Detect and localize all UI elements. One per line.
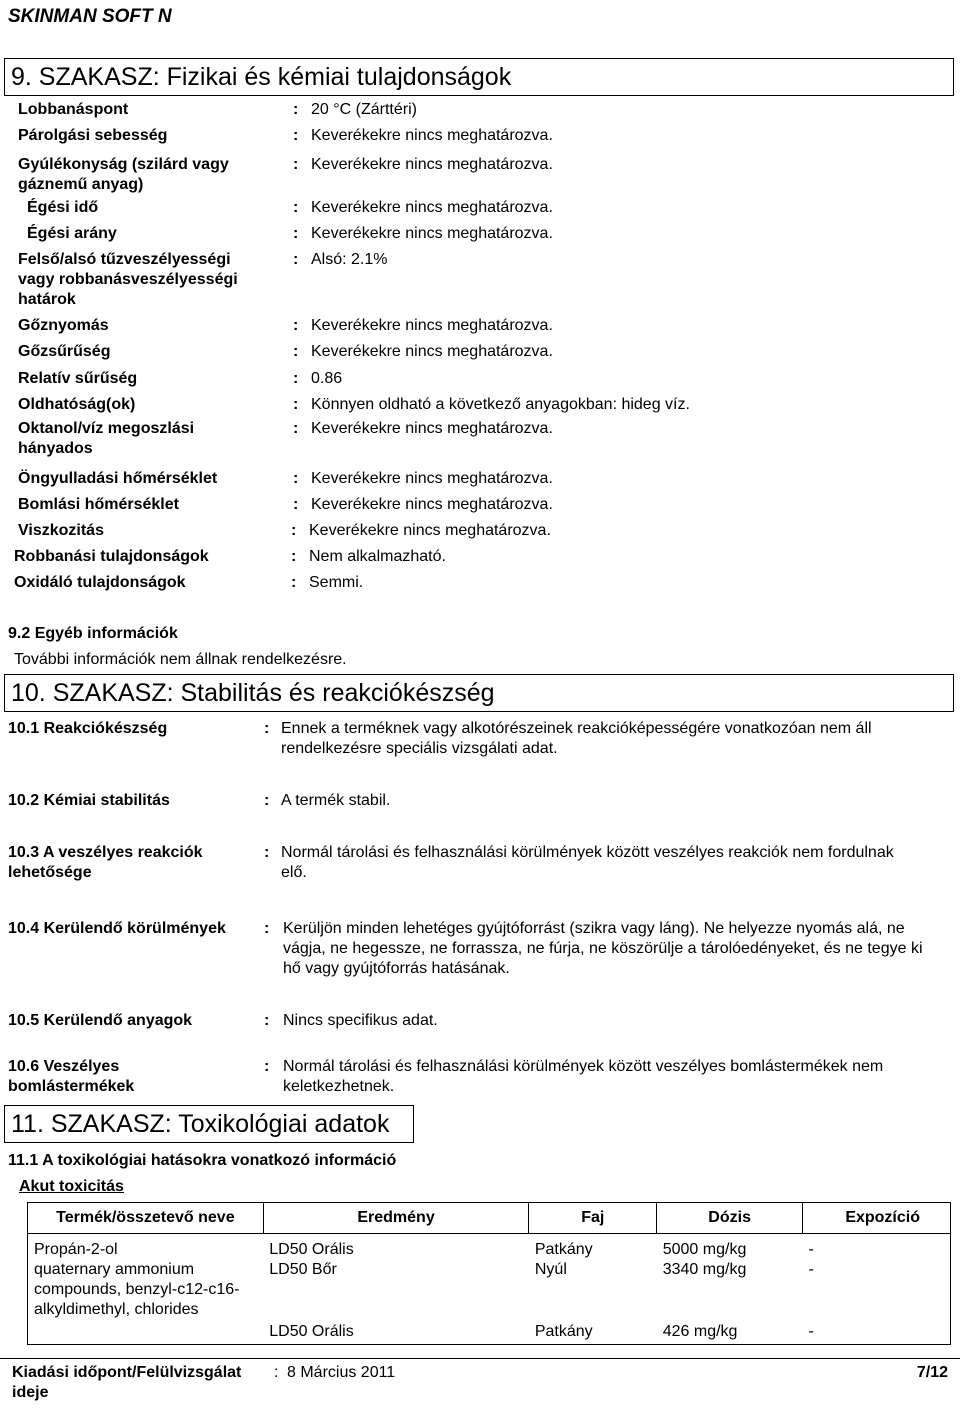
footer-label: Kiadási időpont/Felülvizsgálat ideje bbox=[12, 1364, 242, 1401]
item-value: Ennek a terméknek vagy alkotórészeinek reakcióképességére vonatkozóan nem áll rendelkezésre speciális vizsgálati adat. bbox=[281, 720, 872, 757]
prop-label: Gőzsűrűség bbox=[18, 343, 111, 360]
prop-value: Semmi. bbox=[309, 574, 364, 591]
prop-label: Robbanási tulajdonságok bbox=[14, 548, 209, 565]
prop-label: Relatív sűrűség bbox=[18, 370, 138, 387]
prop-label: Gyúlékonyság (szilárd vagy gáznemű anyag) bbox=[18, 156, 229, 193]
company-name: SKINMAN SOFT N bbox=[8, 6, 172, 27]
prop-value: Keverékekre nincs meghatározva. bbox=[311, 225, 553, 242]
prop-label: Lobbanáspont bbox=[18, 101, 129, 118]
prop-value: Keverékekre nincs meghatározva. bbox=[311, 470, 553, 487]
table-row bbox=[28, 1320, 951, 1345]
section11-subtitle: 11.1 A toxikológiai hatásokra vonatkozó információ bbox=[8, 1152, 397, 1169]
prop-colon: : bbox=[293, 225, 299, 242]
table-header-row bbox=[28, 1203, 951, 1234]
prop-label: Párolgási sebesség bbox=[18, 127, 168, 144]
prop-value: Keverékekre nincs meghatározva. bbox=[311, 127, 553, 144]
item-value: A termék stabil. bbox=[281, 792, 391, 809]
prop-value: Keverékekre nincs meghatározva. bbox=[311, 496, 553, 513]
prop-colon: : bbox=[293, 317, 299, 334]
cell-species: Nyúl bbox=[534, 1261, 567, 1278]
prop-label: Öngyulladási hőmérséklet bbox=[18, 470, 218, 487]
prop-colon: : bbox=[293, 370, 299, 387]
section9-header: 9. SZAKASZ: Fizikai és kémiai tulajdonságok bbox=[4, 58, 954, 96]
other-info-text: További információk nem állnak rendelkezésre. bbox=[14, 651, 347, 668]
prop-label: Oldhatóság(ok) bbox=[18, 396, 136, 413]
item-label: 10.6 Veszélyes bomlástermékek bbox=[8, 1058, 135, 1095]
prop-value: Nem alkalmazható. bbox=[309, 548, 446, 565]
prop-colon: : bbox=[293, 470, 299, 487]
col-header-dose: Dózis bbox=[657, 1203, 803, 1234]
section11-header: 11. SZAKASZ: Toxikológiai adatok bbox=[4, 1105, 414, 1143]
prop-colon: : bbox=[293, 101, 299, 118]
item-label: 10.4 Kerülendő körülmények bbox=[8, 920, 226, 937]
prop-label: Égési arány bbox=[27, 225, 117, 242]
prop-colon: : bbox=[293, 199, 299, 216]
footer-date: 8 Március 2011 bbox=[287, 1364, 396, 1381]
prop-value: Keverékekre nincs meghatározva. bbox=[311, 343, 553, 360]
prop-value: Alsó: 2.1% bbox=[311, 251, 388, 268]
prop-colon: : bbox=[291, 548, 297, 565]
item-colon: : bbox=[264, 792, 270, 809]
item-colon: : bbox=[264, 1058, 270, 1075]
cell-exposure: - bbox=[808, 1241, 814, 1258]
prop-colon: : bbox=[291, 522, 297, 539]
prop-value: 0.86 bbox=[311, 370, 343, 387]
cell-product bbox=[28, 1320, 264, 1345]
prop-value: Keverékekre nincs meghatározva. bbox=[311, 420, 553, 437]
prop-value: Keverékekre nincs meghatározva. bbox=[311, 156, 553, 173]
cell-result: LD50 Orális bbox=[269, 1323, 354, 1340]
prop-value: Keverékekre nincs meghatározva. bbox=[311, 317, 553, 334]
cell-dose: 426 mg/kg bbox=[662, 1323, 738, 1340]
prop-value: Keverékekre nincs meghatározva. bbox=[309, 522, 551, 539]
item-value: Kerüljön minden lehetéges gyújtóforrást (szikra vagy láng). Ne helyezze nyomás alá, ne vágja, ne hegessze, ne forrassza, ne fúrja, ne köszörülje a tárolóedényeket, és ne tegye ki hő vagy gyújtóforrás hatásának. bbox=[283, 920, 923, 977]
cell-species: Patkány bbox=[534, 1323, 593, 1340]
item-label: 10.5 Kerülendő anyagok bbox=[8, 1012, 193, 1029]
prop-value: Keverékekre nincs meghatározva. bbox=[311, 199, 553, 216]
prop-label: Égési idő bbox=[27, 199, 99, 216]
other-info-title: 9.2 Egyéb információk bbox=[8, 625, 178, 642]
cell-exposure: - bbox=[808, 1261, 814, 1278]
prop-colon: : bbox=[293, 396, 299, 413]
cell-product: Propán-2-ol bbox=[34, 1241, 118, 1258]
item-colon: : bbox=[264, 844, 270, 861]
cell-product: quaternary ammonium compounds, benzyl-c12-c16-alkyldimethyl, chlorides bbox=[34, 1261, 240, 1318]
col-header-exposure: Expozíció bbox=[803, 1203, 951, 1234]
item-value: Nincs specifikus adat. bbox=[283, 1012, 438, 1029]
cell-dose: 3340 mg/kg bbox=[662, 1261, 747, 1278]
page-number: 7/12 bbox=[916, 1364, 948, 1381]
table-row bbox=[28, 1260, 951, 1320]
prop-colon: : bbox=[293, 251, 299, 268]
prop-colon: : bbox=[291, 574, 297, 591]
item-value: Normál tárolási és felhasználási körülmények között veszélyes bomlástermékek nem keletkezhetnek. bbox=[283, 1058, 884, 1095]
cell-species: Patkány bbox=[534, 1241, 593, 1258]
prop-colon: : bbox=[293, 420, 299, 437]
footer-colon: : bbox=[274, 1364, 279, 1381]
item-label: 10.1 Reakciókészség bbox=[8, 720, 168, 737]
col-header-product: Termék/összetevő neve bbox=[28, 1203, 264, 1234]
prop-colon: : bbox=[293, 496, 299, 513]
item-colon: : bbox=[264, 1012, 270, 1029]
cell-exposure: - bbox=[808, 1323, 814, 1340]
prop-label: Oxidáló tulajdonságok bbox=[14, 574, 186, 591]
item-label: 10.3 A veszélyes reakciók lehetősége bbox=[8, 844, 203, 881]
prop-colon: : bbox=[293, 156, 299, 173]
cell-result: LD50 Bőr bbox=[269, 1261, 337, 1278]
section10-header: 10. SZAKASZ: Stabilitás és reakciókészség bbox=[4, 674, 954, 712]
prop-colon: : bbox=[293, 343, 299, 360]
toxicity-table bbox=[27, 1202, 951, 1345]
prop-value: 20 °C (Zárttéri) bbox=[311, 101, 417, 118]
item-colon: : bbox=[264, 920, 270, 937]
prop-label: Bomlási hőmérséklet bbox=[18, 496, 179, 513]
table-row bbox=[28, 1234, 951, 1261]
prop-label: Viszkozitás bbox=[18, 522, 104, 539]
item-value: Normál tárolási és felhasználási körülmények között veszélyes reakciók nem fordulnak elő. bbox=[281, 844, 894, 881]
footer-divider bbox=[0, 1358, 960, 1359]
cell-dose: 5000 mg/kg bbox=[662, 1241, 747, 1258]
col-header-result: Eredmény bbox=[263, 1203, 529, 1234]
cell-result: LD50 Orális bbox=[269, 1241, 354, 1258]
prop-label: Gőznyomás bbox=[18, 317, 109, 334]
prop-colon: : bbox=[293, 127, 299, 144]
item-colon: : bbox=[264, 720, 270, 737]
prop-value: Könnyen oldható a következő anyagokban: hideg víz. bbox=[311, 396, 690, 413]
acute-toxicity-link[interactable]: Akut toxicitás bbox=[19, 1178, 124, 1195]
prop-label: Felső/alsó tűzveszélyességi vagy robbanásveszélyességi határok bbox=[18, 251, 238, 308]
item-label: 10.2 Kémiai stabilitás bbox=[8, 792, 170, 809]
col-header-species: Faj bbox=[529, 1203, 657, 1234]
prop-label: Oktanol/víz megoszlási hányados bbox=[18, 420, 195, 457]
